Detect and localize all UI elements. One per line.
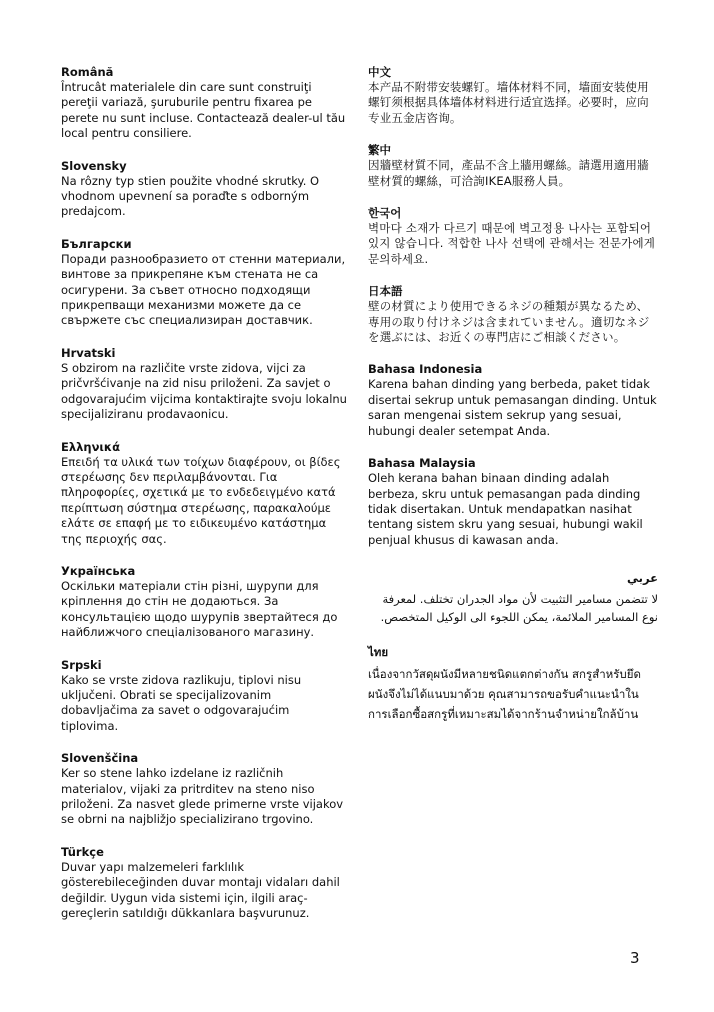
language-text: لا تتضمن مسامير التثبيت لأن مواد الجدران تختلف. لمعرفة نوع المسامير الملائمة، يمكن اللجوء الى الوكيل المتخصص. — [380, 592, 658, 625]
language-text: Oleh kerana bahan binaan dinding adalah berbeza, skru untuk pemasangan pada dinding tidak disertakan. Untuk mendapatkan nasihat tentang sistem skru yang sesuai, hubungi wakil penjual khusus di kawasan anda. — [368, 471, 643, 547]
section-bahasa-indonesia — [368, 361, 658, 439]
language-heading: Українська — [61, 563, 136, 578]
language-heading: Hrvatski — [61, 345, 116, 360]
language-text: Επειδή τα υλικά των τοίχων διαφέρουν, οι βίδες στερέωσης δεν περιλαμβάνονται. Για πληροφορίες, σχετικά με το ενδεδειγμένο κατά περίπτωση σύστημα στερέωσης, παρακαλούμε ελάτε σε επαφή με το ειδικευμένο κατάστημα της περιοχής σας. — [61, 454, 341, 546]
section-srpski — [61, 657, 347, 735]
page-number: 3 — [630, 949, 640, 967]
section-hrvatski — [61, 345, 347, 423]
language-text: Întrucât materialele din care sunt construiţi pereţii variază, şuruburile pentru fixarea pe perete nu sunt incluse. Contactează dealer-ul tău local pentru consiliere. — [61, 80, 346, 141]
language-heading: 日本語 — [368, 284, 403, 299]
language-heading: Türkçe — [61, 844, 104, 859]
language-text: Поради разнообразието от стенни материали, винтове за прикрепяне към стената не са осигурени. За съвет относно подходящи прикрепващи механизми можете да се свържете със специализиран доставчик. — [61, 251, 346, 328]
section-greek — [61, 439, 347, 547]
language-text: Kako se vrste zidova razlikuju, tiplovi nisu uključeni. Obrati se specijalizovanim dobavljačima za savet o odgovarajućim tiplovima. — [61, 672, 302, 733]
language-text: Karena bahan dinding yang berbeda, paket tidak disertai sekrup untuk pemasangan dinding. Untuk saran mengenai sistem sekrup yang sesuai, hubungi dealer setempat Anda. — [368, 377, 657, 438]
language-text: 本产品不附带安装螺钉。墙体材料不同，墙面安装使用螺钉须根据具体墙体材料进行适宜选择。必要时，应向专业五金店咨询。 — [368, 80, 649, 125]
right-column — [368, 64, 658, 740]
language-text: เนื่องจากวัสดุผนังมีหลายชนิดแตกต่างกัน สกรูสำหรับยึดผนังจึงไม่ได้แนบมาด้วย คุณสามารถขอรับคำแนะนำในการเลือกซื้อสกรูที่เหมาะสมได้จากร้านจำหน่ายใกล้บ้าน — [368, 667, 641, 722]
section-chinese-simplified — [368, 64, 658, 126]
language-text: Оскільки матеріали стін різні, шурупи для кріплення до стін не додаються. За консультацією щодо шурупів звертайтеся до найближчого спеціалізованого магазину. — [61, 578, 338, 640]
language-heading: عربي — [627, 571, 658, 586]
section-bahasa-malaysia — [368, 455, 658, 548]
language-heading: 한국어 — [368, 206, 402, 221]
language-heading: Srpski — [61, 657, 102, 672]
language-heading: Slovensky — [61, 158, 127, 173]
language-heading: 中文 — [368, 65, 391, 79]
section-japanese — [368, 283, 658, 345]
language-heading: 繁中 — [368, 143, 391, 158]
language-heading: Български — [61, 236, 132, 251]
section-turkce — [61, 844, 347, 922]
section-bulgarian — [61, 236, 347, 329]
language-heading: Română — [61, 65, 114, 79]
section-slovensky — [61, 158, 347, 220]
section-ukrainian — [61, 563, 347, 641]
section-chinese-traditional — [368, 142, 658, 189]
language-text: Na rôzny typ stien použite vhodné skrutky. O vhodnom upevnení sa poraďte s odborným predajcom. — [61, 173, 320, 219]
language-heading: Bahasa Malaysia — [368, 456, 476, 471]
left-column — [61, 64, 347, 937]
language-text: 因牆壁材質不同，產品不含上牆用螺絲。請選用適用牆壁材質的螺絲，可洽詢IKEA服務人員。 — [368, 158, 649, 188]
section-romana — [61, 64, 347, 142]
language-heading: Ελληνικά — [61, 439, 120, 454]
section-slovenscina — [61, 750, 347, 828]
language-text: 壁の材質により使用できるネジの種類が異なるため、専用の取り付けネジは含まれていません。適切なネジを選ぶには、お近くの専門店にご相談ください。 — [368, 299, 650, 345]
section-arabic — [368, 570, 658, 626]
language-text: Duvar yapı malzemeleri farklılık gösterebileceğinden duvar montajı vidaları dahil değildir. Uygun vida sistemi için, ilgili araç-gereçlerin satıldığı dükkanlara başvurunuz. — [61, 859, 340, 921]
section-korean — [368, 205, 658, 267]
language-text: Ker so stene lahko izdelane iz različnih materialov, vijaki za pritrditev na steno niso priloženi. Za nasvet glede primerne vrste vijakov se obrni na najbližjo specializirano trgovino. — [61, 766, 344, 827]
language-heading: Slovenščina — [61, 751, 139, 766]
language-heading: ไทย — [368, 645, 389, 660]
language-heading: Bahasa Indonesia — [368, 362, 483, 377]
section-thai — [368, 644, 658, 724]
language-text: 벽마다 소재가 다르기 때문에 벽고정용 나사는 포함되어 있지 않습니다. 적합한 나사 선택에 관해서는 전문가에게 문의하세요. — [368, 221, 656, 266]
language-text: S obzirom na različite vrste zidova, vijci za pričvršćivanje na zid nisu priloženi. Za savjet o odgovarajućim vijcima kontaktirajte svoju lokalnu specijaliziranu prodavaonicu. — [61, 360, 347, 422]
